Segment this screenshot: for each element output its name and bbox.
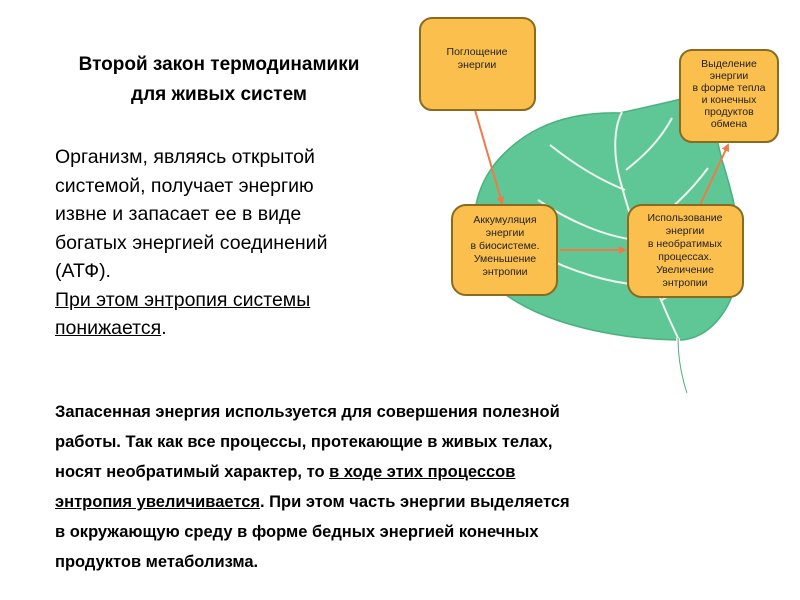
bottom-text: носят необратимый характер, то: [55, 463, 330, 481]
intro-line: богатых энергией соединений: [55, 231, 328, 254]
bottom-text: . При этом часть энергии выделяется: [260, 493, 570, 511]
intro-line: системой, получает энергию: [55, 174, 314, 197]
intro-entropy-line: [55, 286, 405, 315]
box-line: энергии: [709, 70, 749, 82]
leaf-energy-diagram: [410, 0, 800, 395]
entropy-underlined-text: понижается: [55, 317, 162, 339]
box-line: энергии: [665, 225, 705, 237]
box-line: Использование: [647, 212, 723, 224]
intro-line: (АТФ).: [55, 260, 111, 282]
box-line: обмена: [710, 118, 748, 130]
box-line: Уменьшение: [473, 253, 537, 265]
box-line: Выделение: [701, 58, 757, 70]
box-energy-release: [680, 50, 778, 142]
box-line: Увеличение: [656, 264, 714, 276]
title-line-1: Второй закон термодинамики: [78, 54, 360, 75]
box-line: энергии: [485, 227, 525, 239]
bottom-line: продуктов метаболизма.: [55, 553, 259, 571]
slide-title: [20, 50, 418, 110]
box-line: Аккумуляция: [473, 214, 537, 226]
bottom-line: работы. Так как все процессы, протекающие в живых телах,: [55, 433, 553, 451]
box-line: в необратимых: [647, 238, 723, 250]
box-line: энергии: [457, 59, 497, 71]
box-line: в биосистеме.: [470, 240, 540, 252]
leaf-stem: [678, 338, 687, 393]
bottom-underlined-text: в ходе этих процессов: [329, 463, 516, 481]
box-line: энтропии: [482, 266, 528, 278]
box-energy-absorption: [420, 18, 535, 110]
bottom-line: Запасенная энергия используется для совершения полезной: [55, 403, 560, 421]
entropy-end-punct: .: [161, 317, 167, 339]
bottom-underlined-text: энтропия увеличивается: [55, 493, 260, 511]
box-line: процессах.: [658, 251, 712, 263]
box-line: и конечных: [701, 94, 757, 106]
box-energy-accumulation: [452, 205, 557, 295]
bottom-line: [55, 487, 755, 517]
entropy-underlined-text: При этом энтропия системы: [55, 288, 311, 311]
box-line: энтропии: [662, 277, 708, 289]
box-line: продуктов: [704, 106, 754, 118]
box-energy-usage: [628, 205, 743, 297]
bottom-line: в окружающую среду в форме бедных энергией конечных: [55, 523, 539, 541]
box-line: в форме тепла: [692, 82, 766, 94]
intro-paragraph: [55, 143, 405, 343]
intro-line: извне и запасает ее в виде: [55, 203, 302, 225]
title-line-2: для живых систем: [131, 84, 307, 105]
bottom-line: [55, 457, 755, 487]
bottom-paragraph: [55, 397, 755, 577]
intro-line: Организм, являясь открытой: [55, 146, 315, 168]
box-line: Поглощение: [446, 46, 508, 58]
intro-entropy-line: [55, 314, 405, 343]
